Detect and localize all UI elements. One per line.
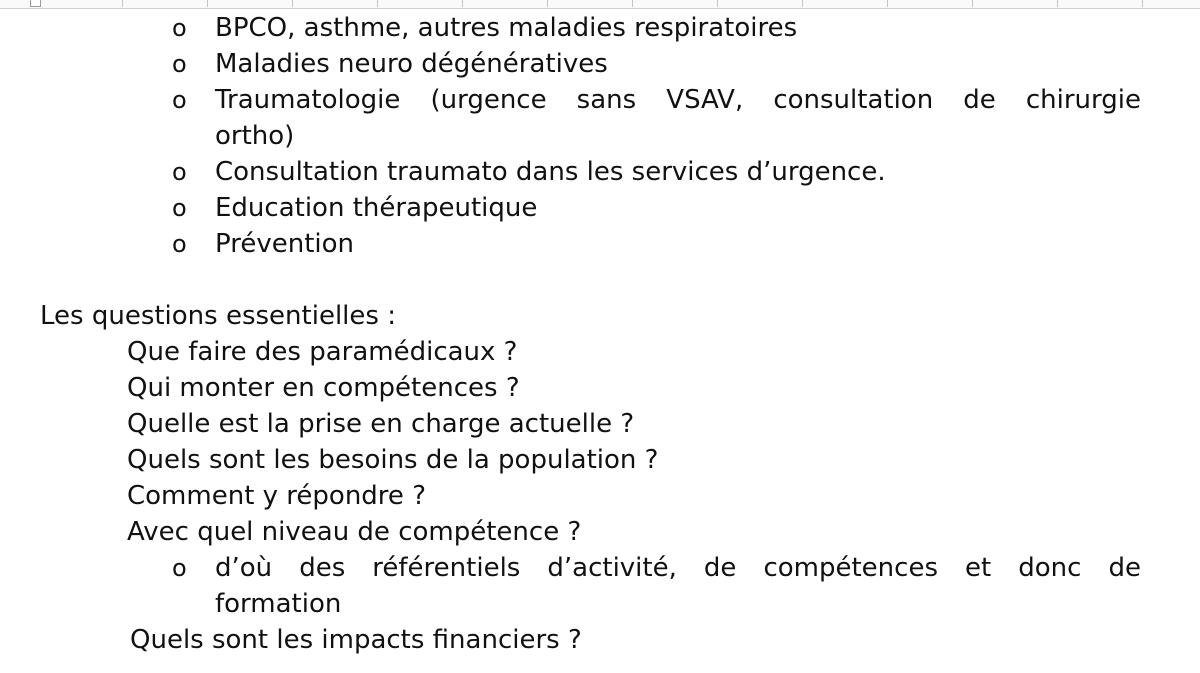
- bullet-marker: o: [172, 194, 187, 222]
- bullet-marker: o: [172, 554, 187, 582]
- list-item: Traumatologie (urgence sans VSAV, consultation de chirurgie: [215, 85, 1141, 115]
- list-item: Education thérapeutique: [215, 193, 538, 223]
- question-line: Quels sont les besoins de la population ?: [127, 445, 659, 475]
- question-line: Qui monter en compétences ?: [127, 373, 520, 403]
- question-line: Avec quel niveau de compétence ?: [127, 517, 582, 547]
- bullet-marker: o: [172, 158, 187, 186]
- bullet-marker: o: [172, 14, 187, 42]
- list-item: BPCO, asthme, autres maladies respiratoires: [215, 13, 798, 43]
- list-item: Maladies neuro dégénératives: [215, 49, 608, 79]
- list-item-continuation: ortho): [215, 121, 295, 151]
- question-line: Comment y répondre ?: [127, 481, 426, 511]
- bullet-marker: o: [172, 50, 187, 78]
- question-line: Que faire des paramédicaux ?: [127, 337, 518, 367]
- bullet-marker: o: [172, 230, 187, 258]
- sub-list-item-continuation: formation: [215, 589, 342, 619]
- bullet-marker: o: [172, 86, 187, 114]
- sub-list-item: d’où des référentiels d’activité, de compétences et donc de: [215, 553, 1141, 583]
- question-line: Quels sont les impacts financiers ?: [130, 625, 582, 655]
- section-heading: Les questions essentielles :: [40, 301, 396, 331]
- list-item: Prévention: [215, 229, 355, 259]
- question-line: Quelle est la prise en charge actuelle ?: [127, 409, 635, 439]
- list-item: Consultation traumato dans les services d’urgence.: [215, 157, 886, 187]
